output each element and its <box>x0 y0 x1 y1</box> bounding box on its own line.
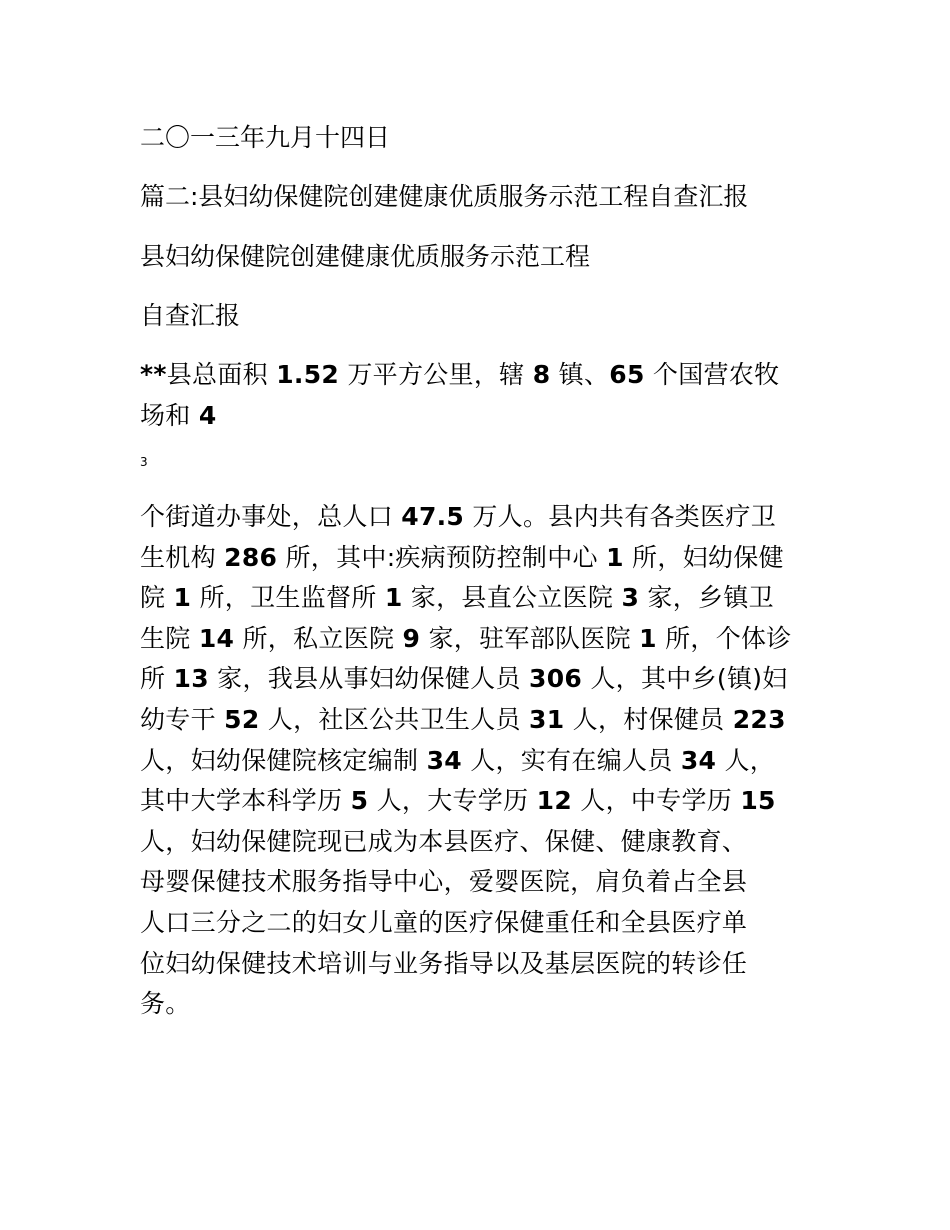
article-heading: 篇二:县妇幼保健院创建健康优质服务示范工程自查汇报 <box>140 182 749 211</box>
body-line: 生院 14 所，私立医院 9 家，驻军部队医院 1 所，个体诊 <box>140 623 792 653</box>
page-number: 3 <box>140 455 148 469</box>
body-line: 所 13 家，我县从事妇幼保健人员 306 人，其中乡(镇)妇 <box>140 664 788 694</box>
body-paragraph <box>140 497 830 1025</box>
date-line: 二〇一三年九月十四日 <box>140 123 391 152</box>
body-line: 位妇幼保健技术培训与业务指导以及基层医院的转诊任 <box>140 948 748 978</box>
body-line: 人口三分之二的妇女儿童的医疗保健重任和全县医疗单 <box>140 907 748 937</box>
body-line: 人，妇幼保健院现已成为本县医疗、保健、健康教育、 <box>140 826 748 856</box>
body-line: 生机构 286 所，其中:疾病预防控制中心 1 所，妇幼保健 <box>140 542 784 572</box>
body-line: 务。 <box>140 989 191 1019</box>
title-line-2: 自查汇报 <box>140 301 241 330</box>
body-line: 人，妇幼保健院核定编制 34 人，实有在编人员 34 人， <box>140 745 776 775</box>
intro-line: **县总面积 1.52 万平方公里，辖 8 镇、65 个国营农牧 <box>140 360 780 389</box>
body-line: 幼专干 52 人，社区公共卫生人员 31 人，村保健员 223 <box>140 704 786 734</box>
body-line: 母婴保健技术服务指导中心，爱婴医院，肩负着占全县 <box>140 867 748 897</box>
body-line: 个街道办事处，总人口 47.5 万人。县内共有各类医疗卫 <box>140 502 776 531</box>
title-line-1: 县妇幼保健院创建健康优质服务示范工程 <box>140 242 591 271</box>
body-line: 其中大学本科学历 5 人，大专学历 12 人，中专学历 15 <box>140 786 776 816</box>
intro-paragraph <box>140 355 830 436</box>
intro-line: 场和 4 <box>140 400 217 430</box>
body-line: 院 1 所，卫生监督所 1 家，县直公立医院 3 家，乡镇卫 <box>140 583 774 613</box>
